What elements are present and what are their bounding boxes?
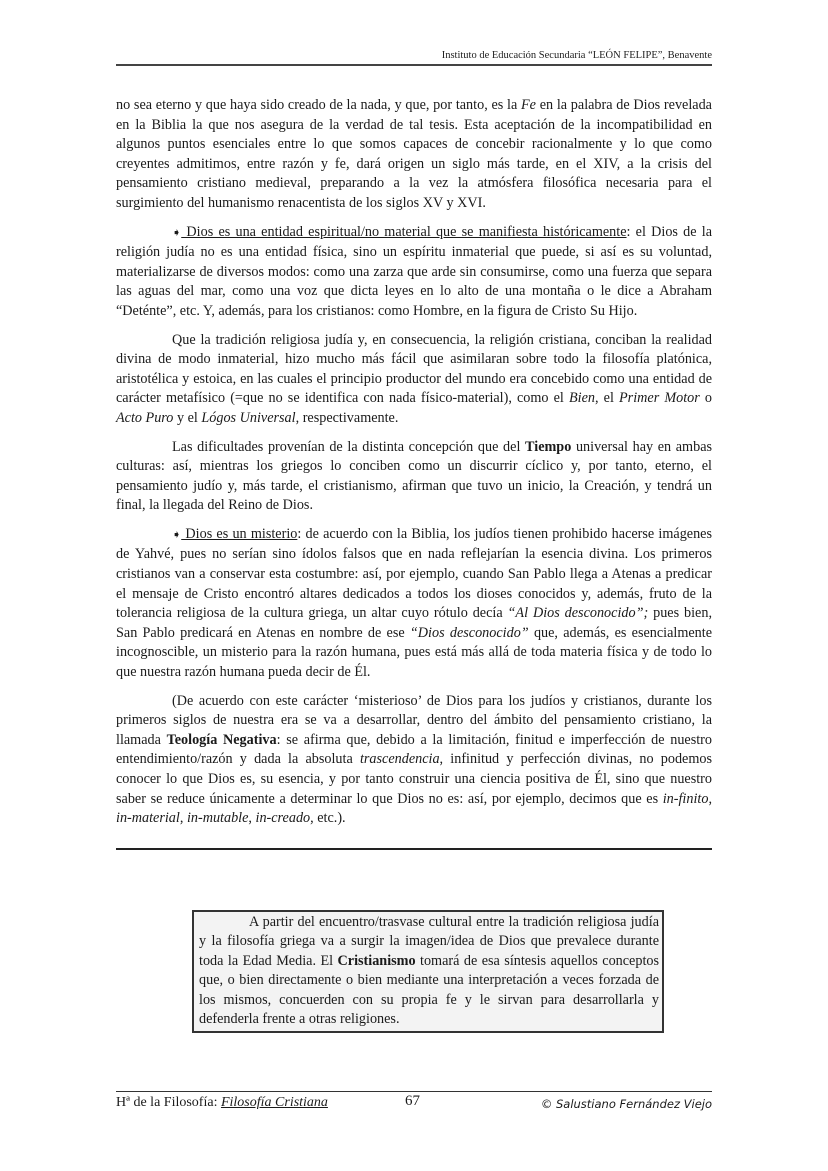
section-divider [116,848,712,850]
summary-box: A partir del encuentro/trasvase cultural entre la tradición religiosa judía y la filosofía griega va a surgir la imagen/idea de Dios que prevalece durante toda la Edad Media. El Cristianismo tomará de esa síntesis aquellos conceptos que, o bien directamente o bien mediante una interpretación a veces forzada de los mismos, concuerden con su propia fe y le sirvan para desarrollarla y defenderla frente a otras religiones. [192,910,664,1033]
section-heading: Dios es una entidad espiritual/no material que se manifiesta históricamente [181,223,627,240]
paragraph-tradicion: Que la tradición religiosa judía y, en consecuencia, la religión cristiana, conciban la realidad divina de modo inmaterial, hizo mucho más fácil que asimilaran sobre todo la filosofía platónica, aristotélica y estoica, en las cuales el principio productor del mundo era concebido como una entidad de carácter metafísico (=que no se identifica con nada físico-material), como el Bien, el Primer Motor o Acto Puro y el Lógos Universal, respectivamente. [116,331,713,426]
section-heading: Dios es un misterio [181,525,298,542]
paragraph-misterio: ➧ Dios es un misterio: de acuerdo con la Biblia, los judíos tienen prohibido hacerse imágenes de Yahvé, pues no serían sino ídolos falsos que en nada reflejarían la esencia divina. Los primeros cristianos van a conservar esta costumbre: así, por ejemplo, cuando San Pablo llega a Atenas a predicar el mensaje de Cristo encontró altares dedicados a todos los dioses conocidos y, además, fruto de la tolerancia religiosa de la cultura griega, un altar cuyo rótulo decía “Al Dios desconocido”; pues bien, San Pablo predicará en Atenas en nombre de ese “Dios desconocido” que, además, es esencialmente incognoscible, un misterio para la razón humana, pues está más allá de toda materia física y de todo lo que nuestra razón humana pueda decir de Él. [116,525,713,681]
arrow-bullet-icon: ➧ [172,528,182,541]
footer-rule [116,1091,712,1092]
page-header: Instituto de Educación Secundaria “LEÓN FELIPE”, Benavente [441,50,712,61]
paragraph-entidad-espiritual: ➧ Dios es una entidad espiritual/no material que se manifiesta históricamente: el Dios de la religión judía no es una entidad física, sino un espíritu inmaterial que puede, si así es su voluntad, materializarse de diversos modos: como una zarza que arde sin consumirse, como una fuerza que separa las aguas del mar, como una voz que dicta leyes en lo alto de una montaña o le dice a Abraham “Deténte”, etc. Y, además, para los cristianos: como Hombre, en la figura de Cristo Su Hijo. [116,223,712,319]
footer-subject: Hª de la Filosofía: Filosofía Cristiana [116,1095,328,1110]
arrow-bullet-icon: ➧ [172,226,182,239]
header-rule [116,64,712,66]
paragraph-fe: no sea eterno y que haya sido creado de la nada, y que, por tanto, es la Fe en la palabra de Dios revelada en la Biblia la que nos asegura de la verdad de tal tesis. Esta aceptación de la incompatibilidad en algunos puntos esenciales entre lo que somos capaces de concebir racionalmente y lo que como creyentes admitimos, entre razón y fe, dará origen un siglo más tarde, en el XIV, a la crisis del pensamiento cristiano medieval, preparando a la vez la atmósfera filosófica necesaria para el surgimiento del humanismo renacentista de los siglos XV y XVI. [116,97,712,211]
footer-title: Filosofía Cristiana [220,1095,328,1110]
paragraph-teologia-negativa: (De acuerdo con este carácter ‘misterioso’ de Dios para los judíos y cristianos, durante los primeros siglos de nuestra era se va a desarrollar, dentro del ámbito del pensamiento cristiano, la llamada Teología Negativa: se afirma que, debido a la limitación, finitud e imperfección de nuestro entendimiento/razón y dada la absoluta trascendencia, infinitud y perfección divinas, no podemos conocer lo que Dios es, su esencia, y por tanto construir una ciencia positiva de Él, sino que nuestro saber se reduce únicamente a determinar lo que Dios no es: así, por ejemplo, decimos que es in-finito, in-material, in-mutable, in-creado, etc.). [116,692,712,827]
footer-author: © Salustiano Fernández Viejo [540,1097,712,1111]
paragraph-tiempo: Las dificultades provenían de la distinta concepción que del Tiempo universal hay en ambas culturas: así, mientras los griegos lo conciben como un discurrir cíclico y, por tanto, eterno, el pensamiento judío y, más tarde, el cristianismo, afirman que tuvo un inicio, la Creación, y tendrá un final, la llegada del Reino de Dios. [116,438,713,514]
page-number: 67 [405,1093,420,1109]
document-body [116,96,712,838]
